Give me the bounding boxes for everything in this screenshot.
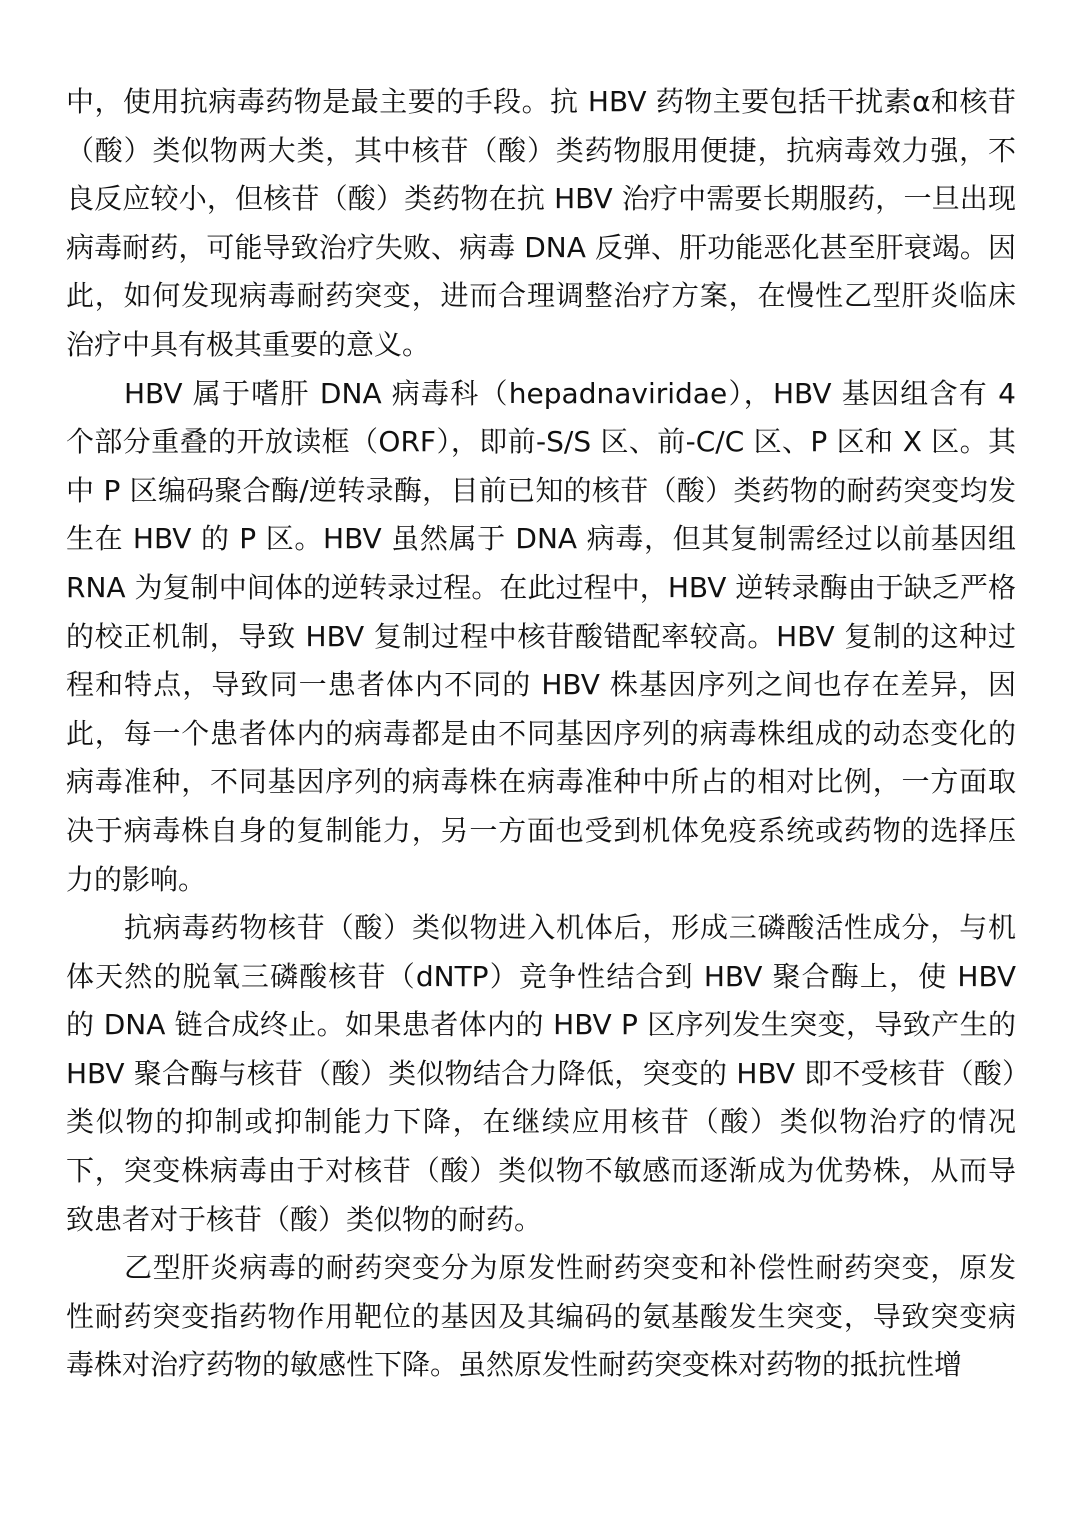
document-body bbox=[66, 78, 1016, 1390]
paragraph-3: 抗病毒药物核苷（酸）类似物进入机体后，形成三磷酸活性成分，与机体天然的脱氧三磷酸核苷（dNTP）竞争性结合到 HBV 聚合酶上，使 HBV 的 DNA 链合成终止。如果患者体内的 HBV P 区序列发生突变，导致产生的 HBV 聚合酶与核苷（酸）类似物结合力降低，突变的 HBV 即不受核苷（酸）类似物的抑制或抑制能力下降，在继续应用核苷（酸）类似物治疗的情况下，突变株病毒由于对核苷（酸）类似物不敏感而逐渐成为优势株，从而导致患者对于核苷（酸）类似物的耐药。 bbox=[66, 911, 1016, 1236]
paragraph-2: HBV 属于嗜肝 DNA 病毒科（hepadnaviridae），HBV 基因组含有 4 个部分重叠的开放读框（ORF），即前-S/S 区、前-C/C 区、P 区和 X 区。其中 P 区编码聚合酶/逆转录酶，目前已知的核苷（酸）类药物的耐药突变均发生在 HBV 的 P 区。HBV 虽然属于 DNA 病毒，但其复制需经过以前基因组 RNA 为复制中间体的逆转录过程。在此过程中，HBV 逆转录酶由于缺乏严格的校正机制，导致 HBV 复制过程中核苷酸错配率较高。HBV 复制的这种过程和特点，导致同一患者体内不同的 HBV 株基因序列之间也存在差异，因此，每一个患者体内的病毒都是由不同基因序列的病毒株组成的动态变化的病毒准种，不同基因序列的病毒株在病毒准种中所占的相对比例，一方面取决于病毒株自身的复制能力，另一方面也受到机体免疫系统或药物的选择压力的影响。 bbox=[66, 376, 1016, 896]
paragraph-1: 中，使用抗病毒药物是最主要的手段。抗 HBV 药物主要包括干扰素α和核苷（酸）类似物两大类，其中核苷（酸）类药物服用便捷，抗病毒效力强，不良反应较小，但核苷（酸）类药物在抗 HBV 治疗中需要长期服药，一旦出现病毒耐药，可能导致治疗失败、病毒 DNA 反弹、肝功能恶化甚至肝衰竭。因此，如何发现病毒耐药突变，进而合理调整治疗方案，在慢性乙型肝炎临床治疗中具有极其重要的意义。 bbox=[66, 85, 1016, 361]
paragraph-4: 乙型肝炎病毒的耐药突变分为原发性耐药突变和补偿性耐药突变，原发性耐药突变指药物作用靶位的基因及其编码的氨基酸发生突变，导致突变病毒株对治疗药物的敏感性下降。虽然原发性耐药突变株对药物的抵抗性增 bbox=[66, 1251, 1016, 1382]
